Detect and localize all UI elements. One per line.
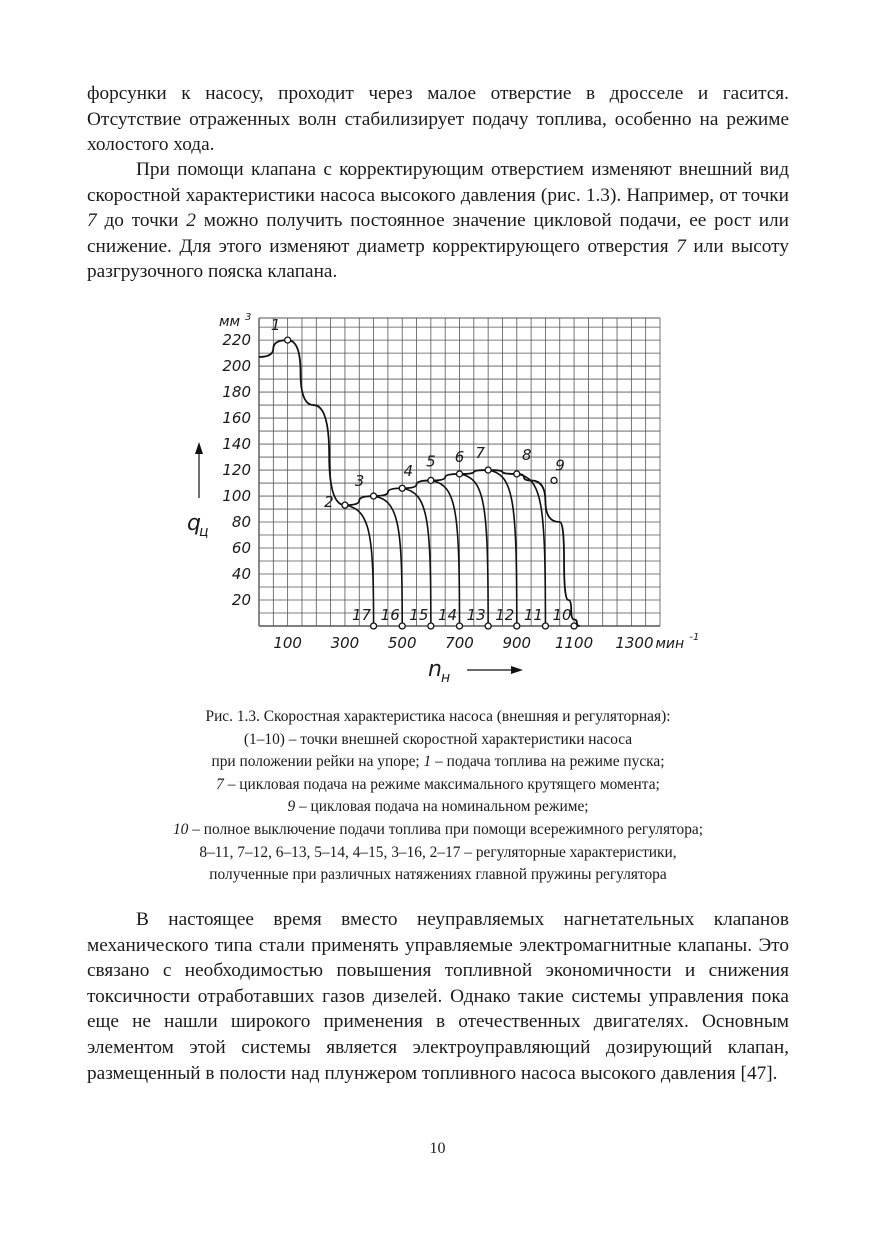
caption-line-5-b: – цикловая подача на номинальном режиме; [295,798,589,816]
point-label-7: 7 [475,444,485,463]
x-unit-sup: -1 [689,632,700,643]
point-marker-8 [514,471,520,477]
paragraph-2-text-2: до точки [96,210,187,232]
x-axis-arrow-head [511,666,523,674]
caption-line-4-b: – цикловая подача на режиме максимального крутящего момента; [223,775,660,793]
y-tick-label: 120 [222,461,251,480]
y-tick-label: 60 [231,539,251,558]
chart-svg [175,308,700,690]
y-tick-label: 160 [222,409,251,428]
point-label-6: 6 [454,447,465,466]
chart-labels [187,312,699,686]
point-marker-12 [514,623,520,629]
point-marker-16 [399,623,405,629]
caption-line-1: Рис. 1.3. Скоростная характеристика насоса (внешняя и регуляторная): [205,708,671,725]
point-ref-7: 7 [87,210,97,232]
figure-speed-characteristic [175,308,700,690]
y-tick-label: 40 [231,565,251,584]
point-label-16: 16 [380,606,400,624]
figure-caption [87,706,789,887]
point-label-15: 15 [409,606,429,624]
y-tick-label: 80 [231,513,251,532]
point-marker-9 [551,477,557,483]
point-marker-3 [371,493,377,499]
point-marker-11 [542,623,548,629]
point-marker-10 [571,623,577,629]
paragraph-3: В настоящее время вместо неуправляемых нагнетательных клапанов механического типа стали применять управляемые электромагнитные клапаны. Это связано с необходимостью повышения топливной экономичности и снижения токсичности отработавших газов дизелей. Однако такие системы управления пока еще не нашли широкого применения в отечественных двигателях. Основным элементом этой системы является электроуправляющий дозирующий клапан, размещенный в полости над плунжером топливного насоса высокого давления [47]. [87,909,789,1084]
x-tick-label-last: 1300 [615,634,654,652]
y-tick-label: 220 [222,331,251,350]
caption-line-4-ref: 7 [216,775,224,793]
paragraph-2-text-3: можно получить постоянное значение цикловой подачи, ее рост или снижение. Для этого изменяют диаметр корректирующего отверстия [87,210,790,257]
caption-line-4 [87,774,789,797]
caption-line-3 [87,751,789,774]
y-tick-label: 180 [222,383,251,402]
x-unit-label: мин [655,636,685,652]
y-axis-title-sub: ц [199,524,209,540]
point-label-17: 17 [352,606,372,624]
point-marker-2 [342,502,348,508]
y-tick-label: 140 [222,435,251,454]
point-marker-1 [285,337,291,343]
point-marker-14 [457,623,463,629]
caption-line-8: полученные при различных натяжениях главной пружины регулятора [209,866,667,884]
caption-line-7: 8–11, 7–12, 6–13, 5–14, 4–15, 3–16, 2–17 – регуляторные характеристики, [199,843,677,861]
point-label-12: 12 [495,606,515,624]
x-tick-label: 300 [330,634,360,652]
point-label-11: 11 [523,606,543,624]
caption-line-2: (1–10) – точки внешней скоростной характеристики насоса [243,730,633,748]
point-marker-6 [457,471,463,477]
y-unit-label: мм [219,314,241,330]
point-label-13: 13 [466,606,486,624]
point-marker-7 [485,467,491,473]
point-label-8: 8 [522,445,532,464]
y-tick-label: 20 [231,591,251,610]
caption-line-6-ref: 10 [172,820,189,838]
point-marker-15 [428,623,434,629]
paragraph-2-text-1: При помощи клапана с корректирующим отверстием изменяют внешний вид скоростной характеристики насоса высокого давления (рис. 1.3). Например, от точки [87,159,789,206]
point-marker-13 [485,623,491,629]
point-label-4: 4 [403,462,413,481]
x-tick-label: 900 [502,634,532,652]
paragraph-2 [87,157,789,285]
x-tick-label: 500 [387,634,417,652]
point-label-5: 5 [426,452,436,471]
point-label-10: 10 [552,606,572,624]
point-label-9: 9 [555,456,565,475]
y-tick-label: 100 [222,487,251,506]
caption-line-3-b: – подача топлива на режиме пуска; [431,753,665,771]
paragraph-2-text-4: или высоту разгрузочного пояска клапана. [87,235,789,283]
caption-line-3-a: при положении рейки на упоре; [211,753,424,771]
x-tick-label: 1100 [554,634,594,652]
y-axis-title: q [187,511,201,536]
caption-line-6 [87,819,789,842]
y-axis-arrow-head [195,442,203,454]
point-marker-5 [428,477,434,483]
point-marker-4 [399,485,405,491]
x-axis-title: n [428,657,442,682]
caption-line-5 [87,796,789,819]
y-unit-sup: 3 [245,312,252,323]
caption-line-3-ref: 1 [423,753,432,771]
hole-ref-7: 7 [676,235,686,257]
point-ref-2: 2 [186,210,196,232]
point-label-1: 1 [270,316,281,335]
paragraph-1: форсунки к насосу, проходит через малое отверстие в дросселе и гасится. Отсутствие отраженных волн стабилизирует подачу топлива, особенно на режиме холостого хода. [87,83,789,156]
x-tick-label: 100 [273,634,302,652]
point-label-14: 14 [437,606,458,624]
page-number: 10 [429,1140,446,1157]
x-tick-label: 700 [445,634,474,652]
caption-line-5-ref: 9 [287,798,296,816]
point-label-2: 2 [324,493,334,512]
caption-line-6-b: – полное выключение подачи топлива при помощи всережимного регулятора; [188,820,704,838]
x-axis-title-sub: н [441,670,451,686]
y-tick-label: 200 [222,357,251,376]
point-marker-17 [371,623,377,629]
point-label-3: 3 [354,472,365,491]
